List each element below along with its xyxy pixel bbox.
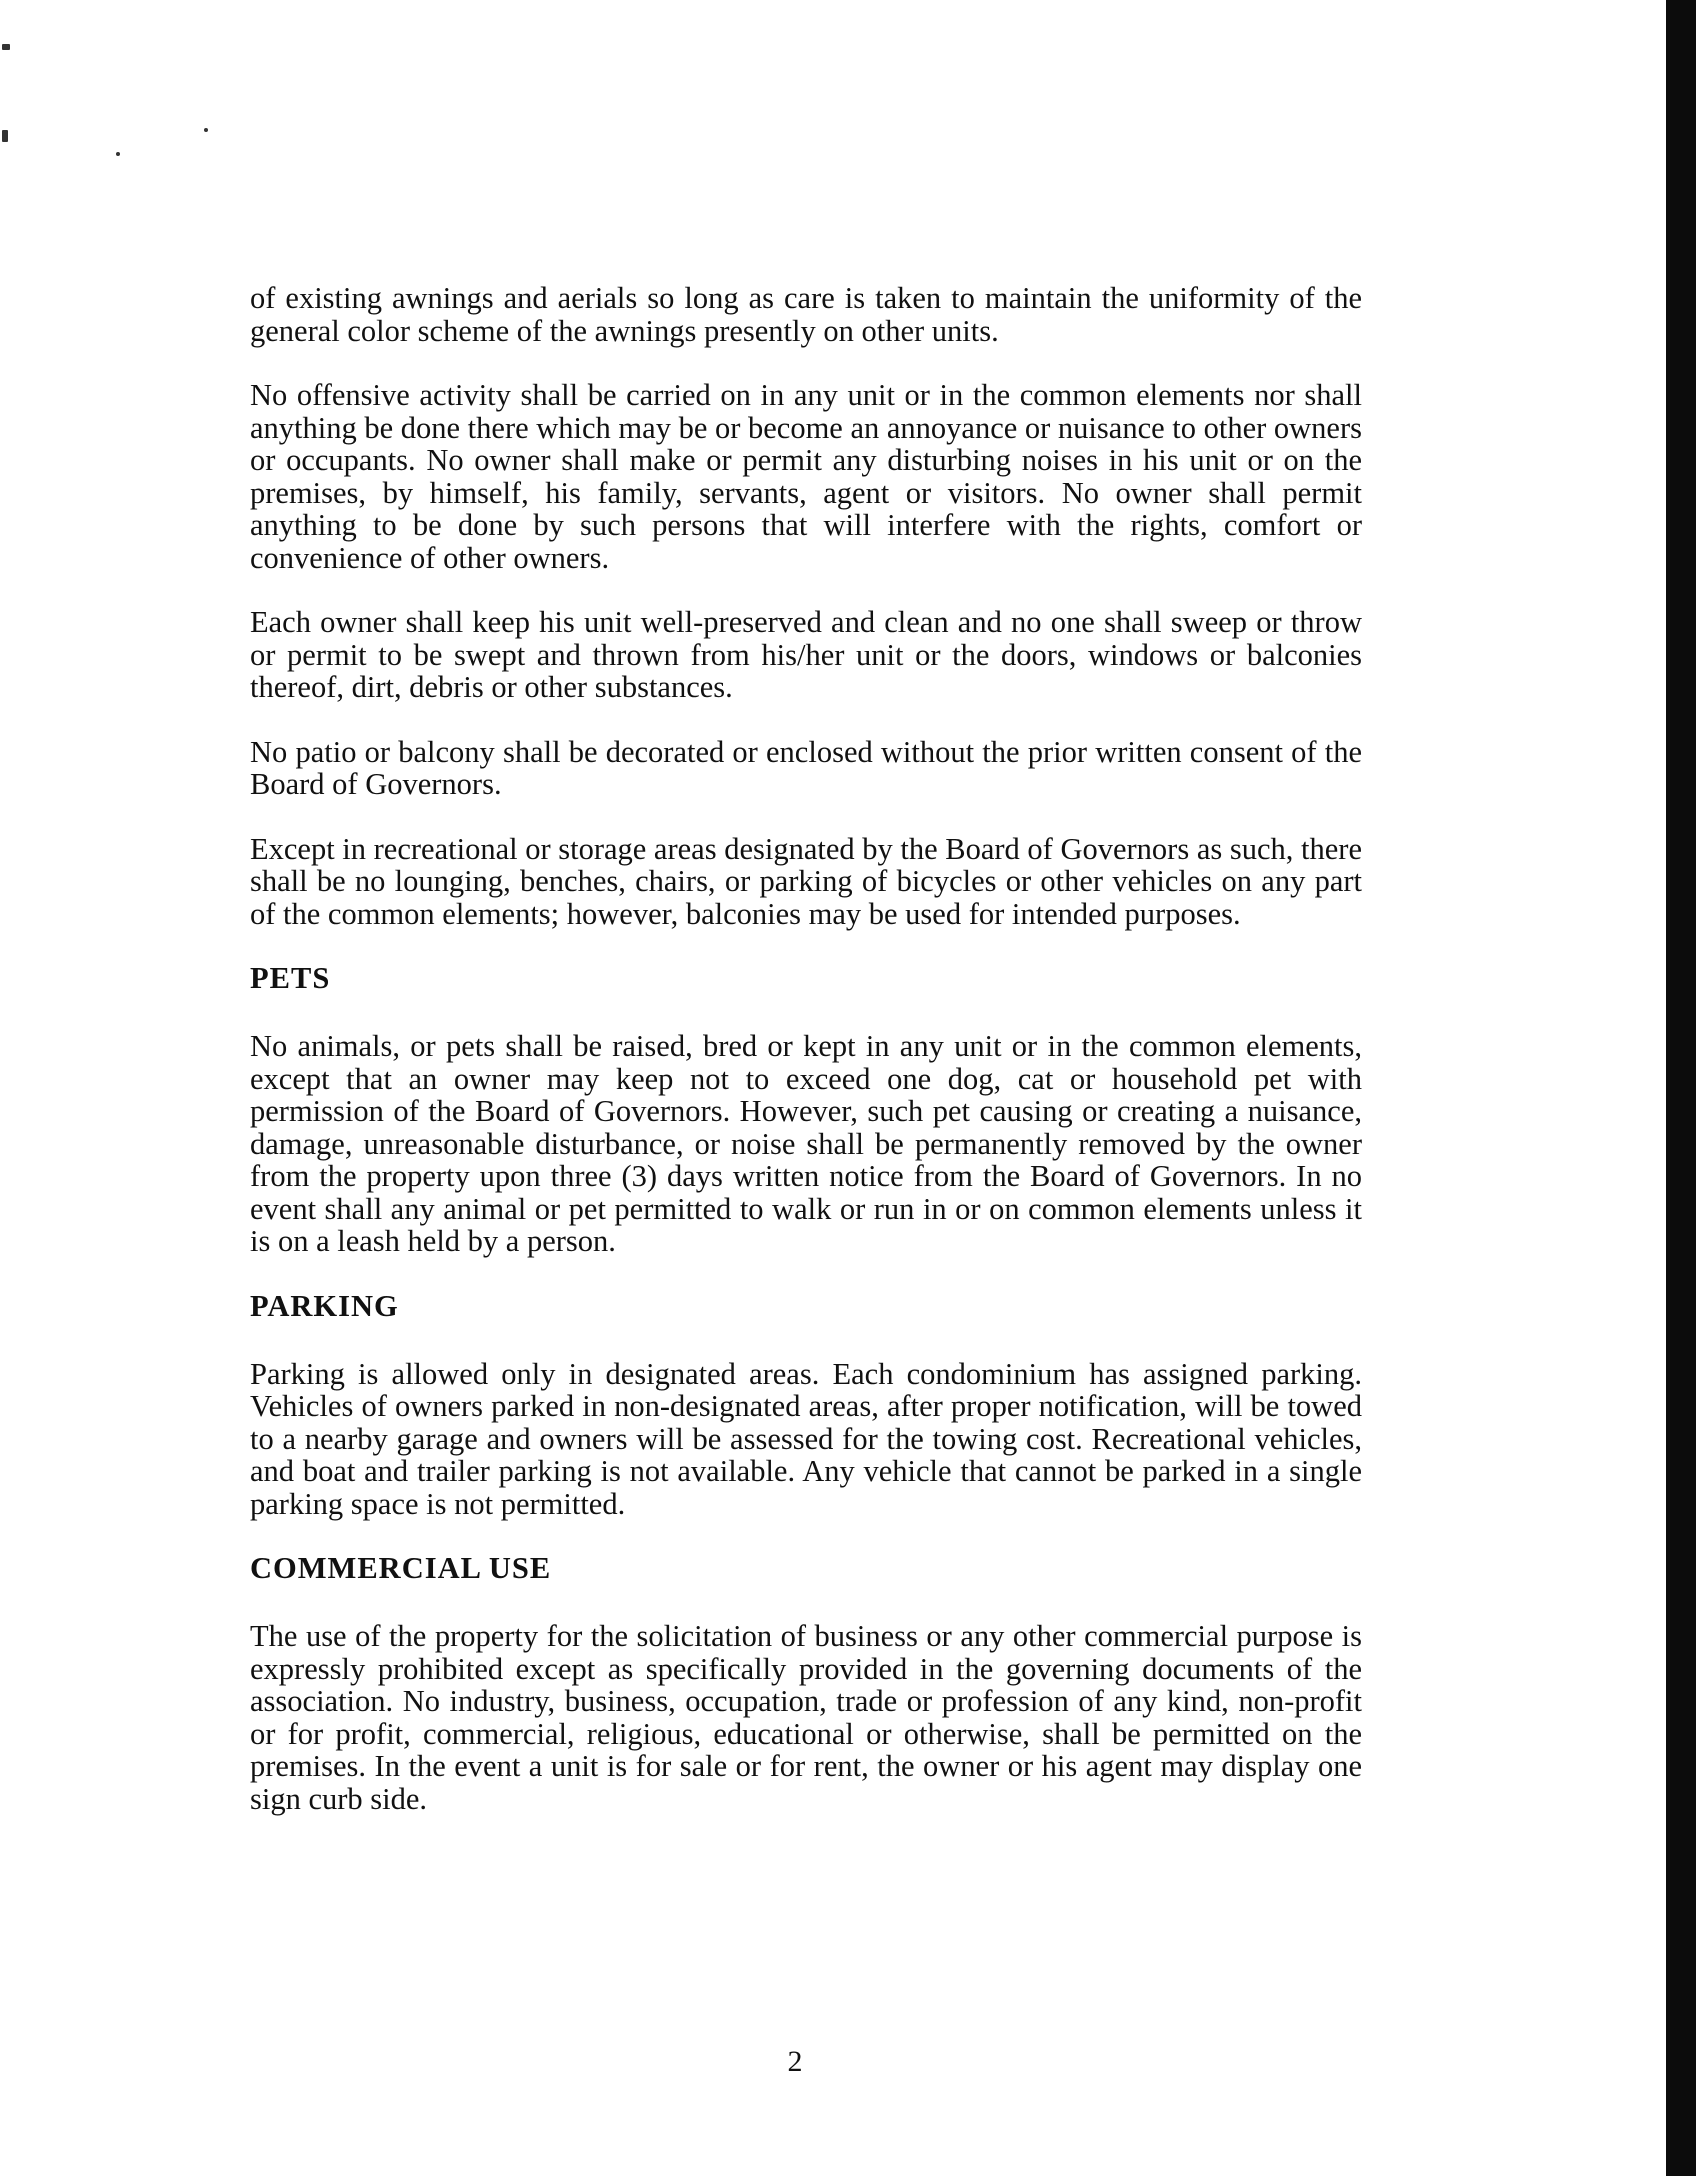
page-number: 2: [787, 2045, 803, 2078]
paragraph-patio-balcony: No patio or balcony shall be decorated or enclosed without the prior written consent of the Board of Governors.: [250, 734, 1362, 801]
heading-pets: PETS: [250, 961, 331, 995]
scan-speck: [204, 128, 208, 132]
heading-commercial-use: COMMERCIAL USE: [250, 1551, 552, 1585]
paragraph-awnings: of existing awnings and aerials so long as care is taken to maintain the uniformity of the general color scheme of the awnings presently on other units.: [250, 281, 1362, 348]
paragraph-unit-cleanliness: Each owner shall keep his unit well-preserved and clean and no one shall sweep or throw or permit to be swept and thrown from his/her unit or the doors, windows or balconies thereof, dirt, debris or other substances.: [250, 605, 1362, 704]
paragraph-commercial-use: The use of the property for the solicitation of business or any other commercial purpose is expressly prohibited except as specifically provided in the governing documents of the association. No industry, business, occupation, trade or profession of any kind, non-profit or for profit, commercial, religious, educational or otherwise, shall be permitted on the premises. In the event a unit is for sale or for rent, the owner or his agent may display one sign curb side.: [250, 1619, 1362, 1816]
paragraph-pets: No animals, or pets shall be raised, bred or kept in any unit or in the common elements, except that an owner may keep not to exceed one dog, cat or household pet with permission of the Board of Governors. However, such pet causing or creating a nuisance, damage, unreasonable disturbance, or noise shall be permanently removed by the owner from the property upon three (3) days written notice from the Board of Governors. In no event shall any animal or pet permitted to walk or run in or on common elements unless it is on a leash held by a person.: [250, 1029, 1362, 1258]
document-body: [250, 282, 1362, 1847]
paragraph-parking: Parking is allowed only in designated areas. Each condominium has assigned parking. Vehicles of owners parked in non-designated areas, after proper notification, will be towed to a nearby garage and owners will be assessed for the towing cost. Recreational vehicles, and boat and trailer parking is not available. Any vehicle that cannot be parked in a single parking space is not permitted.: [250, 1356, 1362, 1521]
scan-speck: [116, 152, 120, 156]
heading-parking: PARKING: [250, 1288, 399, 1323]
paragraph-common-elements: Except in recreational or storage areas designated by the Board of Governors as such, there shall be no lounging, benches, chairs, or parking of bicycles or other vehicles on any part of the common elements; however, balconies may be used for intended purposes.: [250, 831, 1362, 931]
scan-speck: [2, 44, 10, 50]
scan-speck: [2, 130, 8, 142]
paragraph-offensive-activity: No offensive activity shall be carried on in any unit or in the common elements nor shall anything be done there which may be or become an annoyance or nuisance to other owners or occupants. No owner shall make or permit any disturbing noises in his unit or on the premises, by himself, his family, servants, agent or visitors. No owner shall permit anything to be done by such persons that will interfere with the rights, comfort or convenience of other owners.: [250, 378, 1362, 575]
scan-edge-border: [1666, 0, 1696, 2176]
